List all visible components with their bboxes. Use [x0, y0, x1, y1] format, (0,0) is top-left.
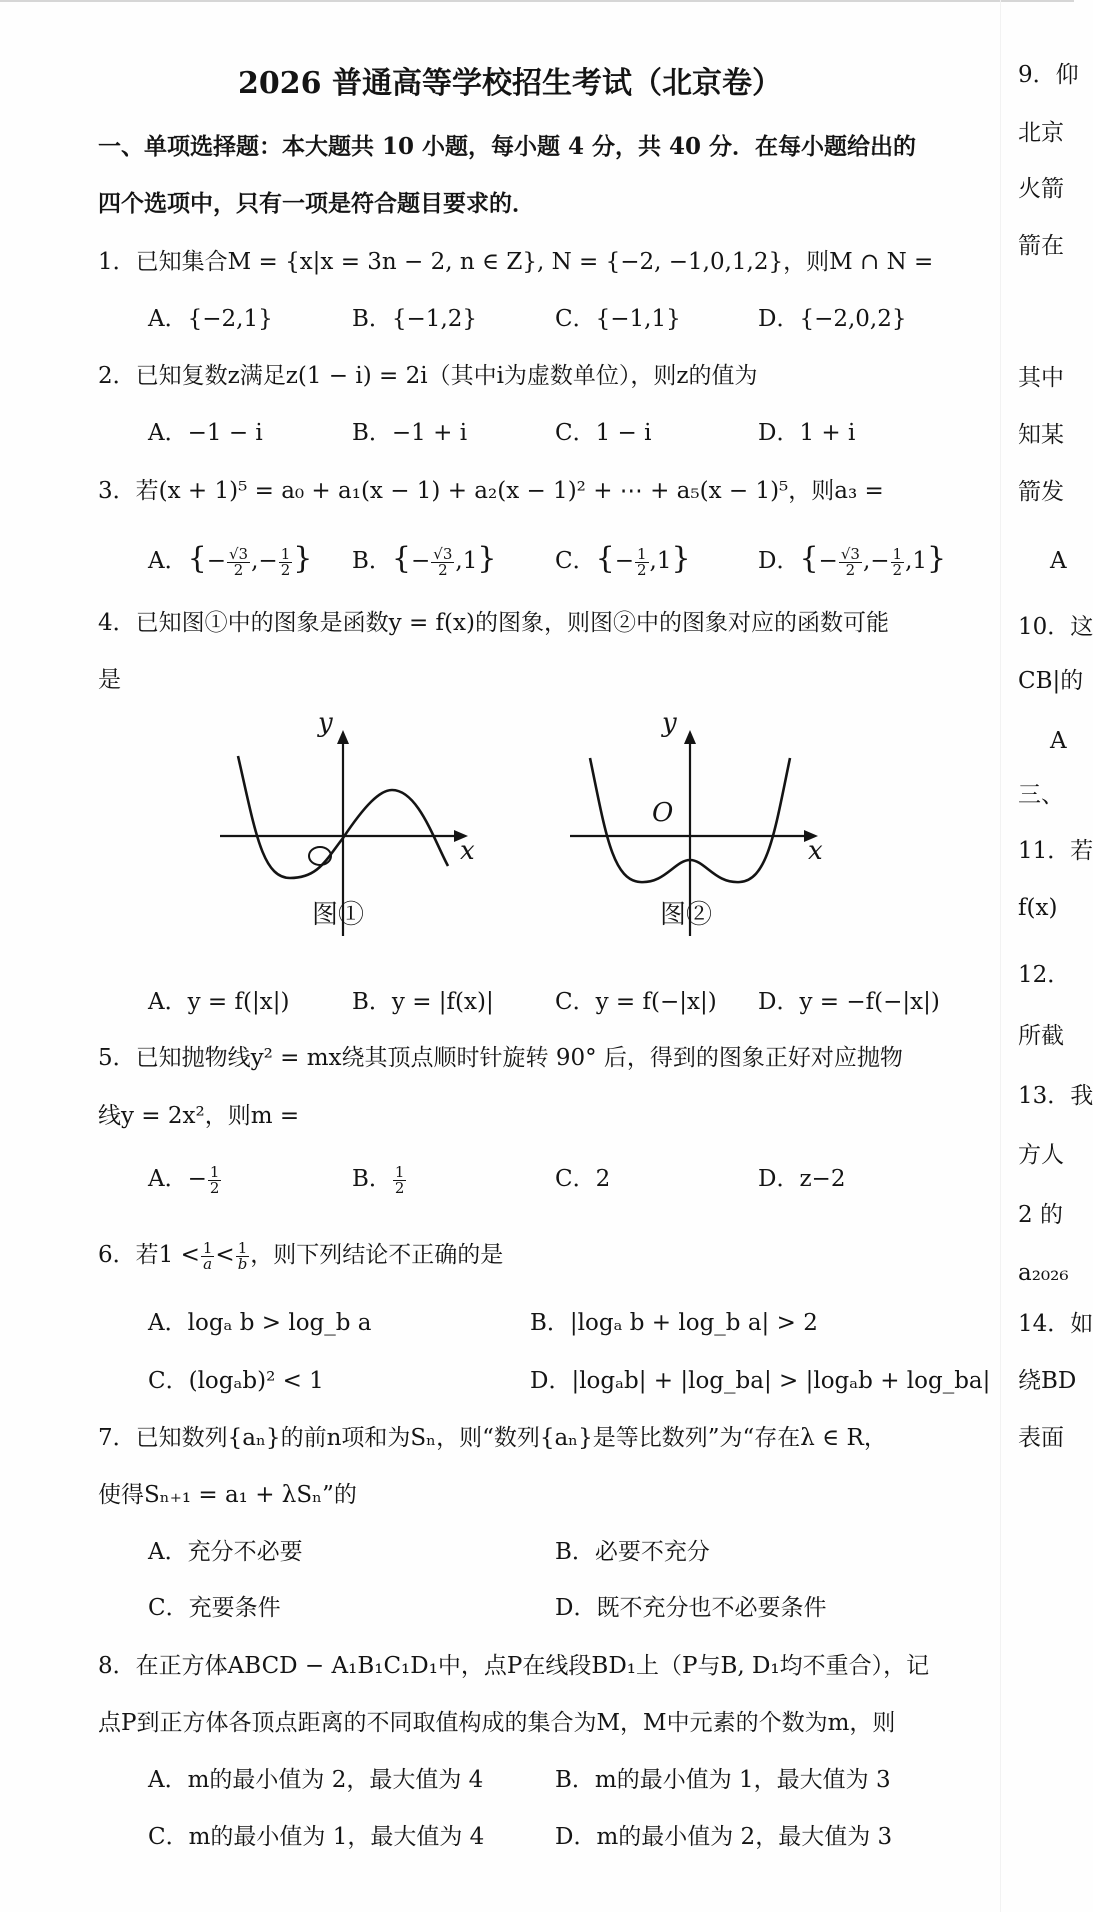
q4-option-b: B．y = |f(x)| [352, 989, 494, 1015]
question-4-stem-line2: 是 [98, 667, 121, 693]
q6-option-a: A．logₐ b > log_b a [148, 1310, 372, 1336]
question-5-stem-line2: 线y = 2x²，则m = [98, 1103, 300, 1129]
q8-option-c: C．m的最小值为 1，最大值为 4 [148, 1824, 485, 1850]
right-col-fragment: 方人 [1018, 1142, 1064, 1168]
q5-option-d: D．z−2 [758, 1166, 846, 1192]
q3-option-d: D．{− $\frac{√3}{2}$ ,− $\frac{1}{2}$ ,1} [758, 541, 947, 579]
right-col-fragment: 所截 [1018, 1023, 1064, 1049]
q5-option-a: A．− $\frac{1}{2}$ [148, 1162, 220, 1197]
q6-option-d: D．|logₐb| + |log_ba| > |logₐb + log_ba| [530, 1368, 991, 1394]
right-col-fragment: 知某 [1018, 422, 1064, 448]
section-heading-line1: 一、单项选择题：本大题共 10 小题，每小题 4 分，共 40 分．在每小题给出的 [98, 133, 917, 160]
q8-option-d: D．m的最小值为 2，最大值为 3 [555, 1824, 893, 1850]
figure-2-caption: 图② [660, 900, 713, 930]
question-3-stem: 3．若(x + 1)⁵ = a₀ + a₁(x − 1) + a₂(x − 1)² + ⋯ + a₅(x − 1)⁵，则a₃ = [98, 478, 884, 504]
top-border [0, 0, 1074, 2]
q3-option-a: A．{− $\frac{√3}{2}$ ,− $\frac{1}{2}$ } [148, 541, 313, 579]
right-col-fragment: A [1050, 728, 1067, 754]
right-col-fragment: 火箭 [1018, 176, 1064, 202]
q8-option-b: B．m的最小值为 1，最大值为 3 [555, 1767, 891, 1793]
right-col-fragment: 10．这 [1018, 614, 1093, 640]
q3-option-b: B．{− $\frac{√3}{2}$ ,1} [352, 541, 497, 579]
q8-option-a: A．m的最小值为 2，最大值为 4 [148, 1767, 484, 1793]
fig1-y-label: y [318, 708, 333, 738]
q7-option-b: B．必要不充分 [555, 1539, 710, 1565]
q7-option-d: D．既不充分也不必要条件 [555, 1595, 827, 1621]
right-col-fragment: a₂₀₂₆ [1018, 1260, 1069, 1286]
right-col-fragment: 其中 [1018, 365, 1064, 391]
right-col-fragment: 北京 [1018, 120, 1064, 146]
question-6-stem: 6．若1 < $\frac{1}{a}$ < $\frac{1}{b}$ ，则下列结论不正确的是 [98, 1238, 504, 1273]
question-8-stem-line2: 点P到正方体各顶点距离的不同取值构成的集合为M，M中元素的个数为m，则 [98, 1710, 896, 1736]
q3-option-c: C．{− $\frac{1}{2}$ ,1} [555, 541, 691, 579]
fig1-y-arrow [337, 730, 349, 744]
right-col-fragment: A [1050, 548, 1067, 574]
question-7-stem-line1: 7．已知数列{aₙ}的前n项和为Sₙ，则“数列{aₙ}是等比数列”为“存在λ ∈ R， [98, 1425, 887, 1451]
section-heading-line2: 四个选项中，只有一项是符合题目要求的． [98, 190, 535, 217]
question-7-stem-line2: 使得Sₙ₊₁ = a₁ + λSₙ”的 [98, 1482, 357, 1508]
q6-option-b: B．|logₐ b + log_b a| > 2 [530, 1310, 818, 1336]
q1-option-c: C．{−1,1} [555, 306, 681, 332]
fig1-origin-mark [309, 847, 331, 865]
right-col-fragment: 箭发 [1018, 479, 1064, 505]
q5-option-b: B． $\frac{1}{2}$ [352, 1162, 405, 1197]
right-col-fragment: 11．若 [1018, 838, 1093, 864]
question-8-stem-line1: 8．在正方体ABCD − A₁B₁C₁D₁中，点P在线段BD₁上（P与B, D₁均不重合），记 [98, 1653, 930, 1679]
right-col-fragment: f(x) [1018, 895, 1058, 921]
q7-option-c: C．充要条件 [148, 1595, 281, 1621]
right-col-fragment: 2 的 [1018, 1202, 1063, 1228]
q2-option-b: B．−1 + i [352, 420, 468, 446]
q6-option-c: C．(logₐb)² < 1 [148, 1368, 324, 1394]
q1-option-a: A．{−2,1} [148, 306, 273, 332]
right-col-fragment: 9．仰 [1018, 62, 1079, 88]
fig2-y-arrow [684, 730, 696, 744]
question-2-stem: 2．已知复数z满足z(1 − i) = 2i（其中i为虚数单位），则z的值为 [98, 363, 758, 389]
q4-option-c: C．y = f(−|x|) [555, 989, 717, 1015]
right-col-fragment: 绕BD [1018, 1368, 1077, 1394]
q1-option-b: B．{−1,2} [352, 306, 478, 332]
q2-option-d: D．1 + i [758, 420, 856, 446]
q4-option-d: D．y = −f(−|x|) [758, 989, 940, 1015]
q2-option-c: C．1 − i [555, 420, 652, 446]
q1-option-d: D．{−2,0,2} [758, 306, 907, 332]
column-divider [1000, 0, 1001, 1912]
page-title: 2026 普通高等学校招生考试（北京卷） [238, 66, 782, 101]
right-col-fragment: 13．我 [1018, 1083, 1093, 1109]
right-col-fragment: 箭在 [1018, 233, 1064, 259]
q2-option-a: A．−1 − i [148, 420, 263, 446]
fig1-x-label: x [460, 836, 475, 866]
fig2-x-label: x [808, 836, 823, 866]
q4-option-a: A．y = f(|x|) [148, 989, 290, 1015]
fig2-y-label: y [662, 708, 677, 738]
right-col-fragment: 14．如 [1018, 1311, 1093, 1337]
right-col-fragment: CB|的 [1018, 668, 1084, 694]
question-1-stem: 1．已知集合M = {x|x = 3n − 2, n ∈ Z}, N = {−2, −1,0,1,2}，则M ∩ N = [98, 249, 934, 275]
right-col-fragment: 三、 [1018, 782, 1064, 808]
right-col-fragment: 表面 [1018, 1425, 1064, 1451]
fig2-origin-label: O [652, 798, 674, 828]
right-col-fragment: 12． [1018, 962, 1071, 988]
question-5-stem-line1: 5．已知抛物线y² = mx绕其顶点顺时针旋转 90° 后，得到的图象正好对应抛物 [98, 1045, 903, 1071]
q7-option-a: A．充分不必要 [148, 1539, 303, 1565]
figure-1-caption: 图① [312, 900, 365, 930]
q5-option-c: C．2 [555, 1166, 611, 1192]
question-4-stem-line1: 4．已知图①中的图象是函数y = f(x)的图象，则图②中的图象对应的函数可能 [98, 610, 889, 636]
